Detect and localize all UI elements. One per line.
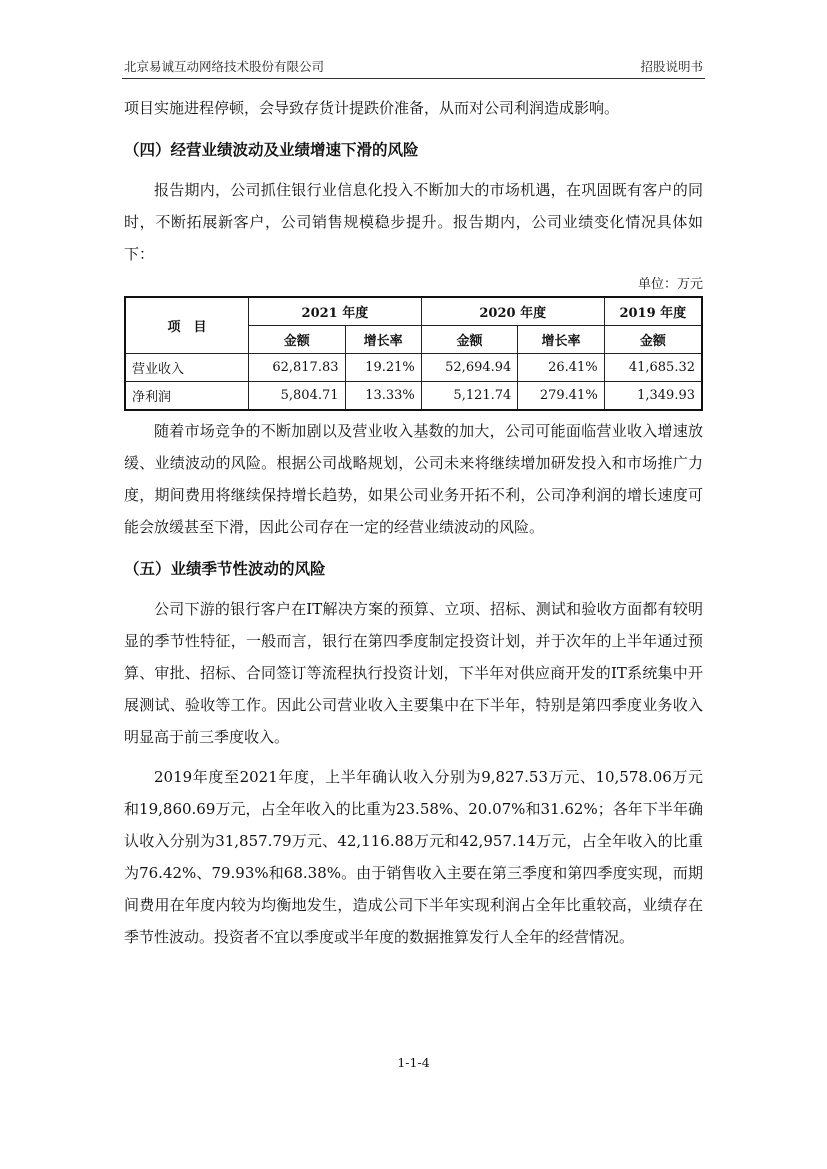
- row-label: 营业收入: [125, 354, 249, 382]
- table-row: [125, 354, 702, 382]
- cell-amount-2021: 5,804.71: [249, 382, 346, 411]
- table-subheader-amount: 金额: [604, 326, 702, 354]
- paragraph-seasonality-data: 2019年度至2021年度，上半年确认收入分别为9,827.53万元、10,578.06万元和19,860.69万元，占全年收入的比重为23.58%、20.07%和31.62%；各年下半年确认收入分别为31,857.79万元、42,116.88万元和42,957.14万元，占全年收入的比重为76.42%、79.93%和68.38%。由于销售收入主要在第三季度和第四季度实现，而期间费用在年度内较为均衡地发生，造成公司下半年实现利润占全年比重较高，业绩存在季节性波动。投资者不宜以季度或半年度的数据推算发行人全年的经营情况。: [124, 768, 703, 946]
- section-heading-5: （五）业绩季节性波动的风险: [124, 560, 326, 578]
- table-header-2020: 2020 年度: [421, 297, 604, 326]
- table-subheader-growth: 增长率: [518, 326, 604, 354]
- header-divider: [122, 78, 705, 79]
- cell-growth-2021: 19.21%: [345, 354, 421, 382]
- paragraph-seasonality: 公司下游的银行客户在IT解决方案的预算、立项、招标、测试和验收方面都有较明显的季节性特征，一般而言，银行在第四季度制定投资计划，并于次年的上半年通过预算、审批、招标、合同签订等流程执行投资计划，下半年对供应商开发的IT系统集中开展测试、验收等工作。因此公司营业收入主要集中在下半年，特别是第四季度业务收入明显高于前三季度收入。: [124, 600, 703, 746]
- table-unit-label: 单位：万元: [637, 277, 703, 292]
- paragraph-performance-intro: 报告期内，公司抓住银行业信息化投入不断加大的市场机遇，在巩固既有客户的同时，不断拓展新客户，公司销售规模稳步提升。报告期内，公司业绩变化情况具体如下：: [124, 181, 703, 263]
- table-row: [125, 382, 702, 411]
- row-label: 净利润: [125, 382, 249, 411]
- paragraph-continued: 项目实施进程停顿，会导致存货计提跌价准备，从而对公司利润造成影响。: [124, 99, 620, 117]
- section-heading-4: （四）经营业绩波动及业绩增速下滑的风险: [124, 141, 419, 159]
- table-header-2019: 2019 年度: [604, 297, 702, 326]
- header-company: 北京易诚互动网络技术股份有限公司: [124, 59, 325, 74]
- cell-growth-2020: 279.41%: [518, 382, 604, 411]
- cell-growth-2020: 26.41%: [518, 354, 604, 382]
- table-header-item: 项 目: [125, 297, 249, 354]
- cell-amount-2020: 5,121.74: [421, 382, 518, 411]
- cell-amount-2021: 62,817.83: [249, 354, 346, 382]
- cell-amount-2020: 52,694.94: [421, 354, 518, 382]
- table-subheader-amount: 金额: [421, 326, 518, 354]
- cell-amount-2019: 1,349.93: [604, 382, 702, 411]
- cell-growth-2021: 13.33%: [345, 382, 421, 411]
- table-header-2021: 2021 年度: [249, 297, 422, 326]
- paragraph-performance-risk: 随着市场竞争的不断加剧以及营业收入基数的加大，公司可能面临营业收入增速放缓、业绩波动的风险。根据公司战略规划，公司未来将继续增加研发投入和市场推广力度，期间费用将继续保持增长趋势，如果公司业务开拓不利，公司净利润的增长速度可能会放缓甚至下滑，因此公司存在一定的经营业绩波动的风险。: [124, 422, 703, 536]
- header-doc-type: 招股说明书: [640, 59, 703, 74]
- performance-table: [124, 296, 703, 411]
- table-subheader-amount: 金额: [249, 326, 346, 354]
- page-number: 1-1-4: [397, 1055, 430, 1070]
- cell-amount-2019: 41,685.32: [604, 354, 702, 382]
- document-body: [124, 92, 703, 953]
- table-subheader-growth: 增长率: [345, 326, 421, 354]
